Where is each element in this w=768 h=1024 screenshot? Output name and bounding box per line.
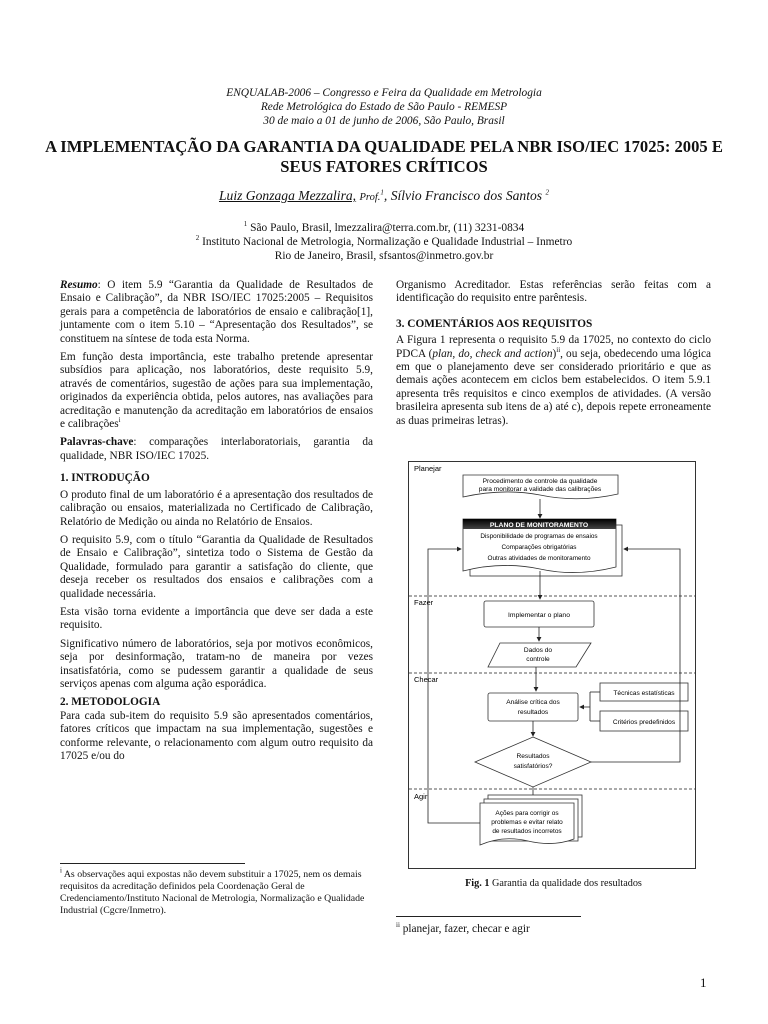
decision-line-2: satisfatórios? bbox=[513, 763, 553, 770]
right-column bbox=[396, 279, 711, 433]
figure-caption-text: Garantia da qualidade dos resultados bbox=[489, 878, 642, 889]
section-1-paragraph: O produto final de um laboratório é a apresentação dos resultados de calibração ou ensaios, materializada no Certificado de Calibração, Relatório de Medição ou ainda no Relatório de Ensaios. bbox=[60, 488, 373, 528]
corrective-actions-document bbox=[480, 795, 582, 845]
abstract-paragraph-2-text: Em função desta importância, este trabalho pretende apresentar subsídios para aplicação, nos laboratórios, deste requisito 5.9, através de comentários, sugestão de ações para sua implementação, originados da experiência obtida, pelos autores, nas avaliações para acreditação e manutenção da acreditação em laboratórios de ensaios e calibrações bbox=[60, 351, 373, 431]
abstract-text: : O item 5.9 “Garantia da Qualidade de Resultados de Ensaio e Calibração”, da NBR ISO/IEC 17025:2005 – Requisitos gerais para a competência de laboratórios de ensaio e calibração[1], juntamente com o item 5.10 – “Apresentação dos Resultados”, se constituem na síntese de toda esta Norma. bbox=[60, 279, 373, 345]
footnote-divider bbox=[396, 916, 581, 917]
actions-line-2: problemas e evitar relato bbox=[491, 819, 563, 826]
affiliation-2-mark: 2 bbox=[195, 234, 200, 243]
author-1-title: Prof. bbox=[359, 192, 381, 203]
conference-organizer: Rede Metrológica do Estado de São Paulo - REMESP bbox=[260, 101, 508, 113]
keywords-label: Palavras-chave bbox=[60, 436, 134, 449]
footnote-divider bbox=[60, 863, 245, 864]
author-2: Sílvio Francisco dos Santos bbox=[390, 188, 543, 203]
analysis-line-1: Análise crítica dos bbox=[506, 699, 560, 706]
paper-title: A IMPLEMENTAÇÃO DA GARANTIA DA QUALIDADE PELA NBR ISO/IEC 17025: 2005 E SEUS FATORES CRÍTICOS bbox=[45, 137, 723, 176]
figure-caption bbox=[396, 878, 711, 889]
analysis-line-2: resultados bbox=[517, 709, 549, 716]
continued-paragraph: Organismo Acreditador. Estas referências serão feitas com a identificação do requisito entre parêntesis. bbox=[396, 279, 711, 305]
implement-label: Implementar o plano bbox=[508, 612, 570, 619]
actions-line-3: de resultados incorretos bbox=[492, 828, 562, 835]
procedure-line-2: para monitorar a validade das calibrações bbox=[478, 486, 602, 493]
author-1-mark: 1 bbox=[380, 188, 384, 197]
section-1-paragraph: Significativo número de laboratórios, seja por motivos econômicos, seja por desinformação, tratam-no de maneira por vezes insatisfatória, como se pudessem garantir a qualidade de seus serviços apenas com alguma ação esporádica. bbox=[60, 637, 373, 690]
plan-title: PLANO DE MONITORAMENTO bbox=[489, 522, 589, 529]
section-3-text-b: ) bbox=[552, 347, 557, 360]
lane-checar: Checar bbox=[414, 675, 439, 684]
section-1-heading: 1. INTRODUÇÃO bbox=[60, 472, 150, 485]
lane-agir: Agir bbox=[414, 792, 428, 801]
implement-plan-box bbox=[484, 601, 594, 627]
pdca-flowchart bbox=[408, 461, 696, 869]
section-3-italic: plan, do, check and action bbox=[432, 347, 553, 360]
procedure-line-1: Procedimento de controle da qualidade bbox=[482, 478, 598, 485]
decision-line-1: Resultados bbox=[516, 753, 550, 760]
author-1: Luiz Gonzaga Mezzalira, bbox=[218, 188, 357, 203]
section-3-paragraph bbox=[396, 334, 711, 428]
affiliation-2-location: Rio de Janeiro, Brasil, sfsantos@inmetro.gov.br bbox=[274, 250, 494, 262]
actions-line-1: Ações para corrigir os bbox=[495, 810, 559, 817]
author-2-mark: 2 bbox=[545, 188, 550, 197]
monitoring-plan-document bbox=[463, 519, 622, 576]
criteria-label: Critérios predefinidos bbox=[612, 719, 676, 726]
keywords bbox=[60, 436, 373, 463]
abstract bbox=[60, 279, 373, 346]
data-line-2: controle bbox=[526, 656, 550, 663]
control-data-parallelogram bbox=[488, 643, 591, 667]
affiliation-1 bbox=[0, 222, 768, 236]
lane-fazer: Fazer bbox=[414, 598, 434, 607]
lane-planejar: Planejar bbox=[414, 464, 442, 473]
section-1-paragraph: Esta visão torna evidente a importância que deve ser dada a este requisito. bbox=[60, 605, 373, 632]
affiliation-1-mark: 1 bbox=[243, 220, 248, 229]
left-column bbox=[60, 279, 373, 768]
section-3-heading: 3. COMENTÁRIOS AOS REQUISITOS bbox=[396, 317, 593, 330]
predefined-criteria-box bbox=[600, 711, 688, 731]
section-2-heading: 2. METODOLOGIA bbox=[60, 696, 161, 709]
abstract-label: Resumo bbox=[60, 279, 98, 291]
stat-label: Técnicas estatísticas bbox=[613, 690, 675, 697]
footnote-ref-ii: ii bbox=[556, 345, 561, 354]
conference-date: 30 de maio a 01 de junho de 2006, São Paulo, Brasil bbox=[263, 115, 505, 127]
conference-name: ENQUALAB-2006 – Congresso e Feira da Qualidade em Metrologia bbox=[226, 87, 542, 99]
data-line-1: Dados do bbox=[523, 647, 553, 654]
affiliation-2 bbox=[0, 236, 768, 250]
keywords-text: : comparações interlaboratoriais, garantia da qualidade, NBR ISO/IEC 17025. bbox=[60, 436, 373, 462]
critical-analysis-box bbox=[488, 693, 578, 721]
section-3-text-a: A Figura 1 representa o requisito 5.9 da 17025, no contexto do ciclo PDCA ( bbox=[396, 334, 711, 360]
author-separator: , bbox=[383, 188, 391, 203]
section-2-paragraph: Para cada sub-item do requisito 5.9 são apresentados comentários, fatores críticos que impactam na sua implementação, sugestões e conforme relevante, o relacionamento com algum outro requisito da 17025 e/ou do bbox=[60, 709, 373, 762]
footnote-i-mark: i bbox=[60, 866, 62, 875]
footnote-ii-text: planejar, fazer, checar e agir bbox=[399, 923, 530, 935]
page-number: 1 bbox=[700, 975, 707, 990]
plan-line-3: Outras atividades de monitoramento bbox=[487, 555, 591, 562]
affiliation-2-text: Instituto Nacional de Metrologia, Normalização e Qualidade Industrial – Inmetro bbox=[202, 236, 573, 248]
statistical-techniques-box bbox=[600, 683, 688, 701]
author-line bbox=[0, 188, 768, 204]
plan-line-2: Comparações obrigatórias bbox=[501, 544, 577, 551]
footnote-ref-i: i bbox=[118, 416, 121, 425]
footnote-ii-mark: ii bbox=[396, 921, 400, 930]
plan-line-1: Disponibilidade de programas de ensaios bbox=[480, 533, 598, 540]
abstract-paragraph-2 bbox=[60, 351, 373, 431]
section-1-paragraph: O requisito 5.9, com o título “Garantia da Qualidade de Resultados de Ensaio e Calibração”, sintetiza todo o Sistema de Gestão da Qualidade, formulado para garantir a satisfação do cliente, que deseja receber os resultados dos ensaios e calibrações com a qualidade necessária. bbox=[60, 533, 373, 600]
affiliation-1-text: São Paulo, Brasil, lmezzalira@terra.com.br, (11) 3231-0834 bbox=[250, 222, 525, 234]
figure-caption-label: Fig. 1 bbox=[465, 878, 490, 889]
section-3-text-c: , ou seja, obedecendo uma lógica em que o planejamento deve ser considerado prioritário e que as demais ações acontecem em ciclos bem estabelecidos. O item 5.9.1 apresenta três requisitos e cinco exemplos de atividades. (A versão brasileira apresenta sub itens de a) até c), depois repete erroneamente as duas primeiras letras). bbox=[396, 347, 711, 427]
footnote-i bbox=[60, 866, 376, 917]
footnote-i-text: As observações aqui expostas não devem substituir a 17025, nem os demais requisitos da acreditação definidos pela Coordenação Geral de Credenciamento/Instituto Nacional de Metrologia, Normalização e Qualidade Industrial (Cgcre/Inmetro). bbox=[60, 869, 365, 916]
footnote-ii bbox=[396, 923, 530, 935]
